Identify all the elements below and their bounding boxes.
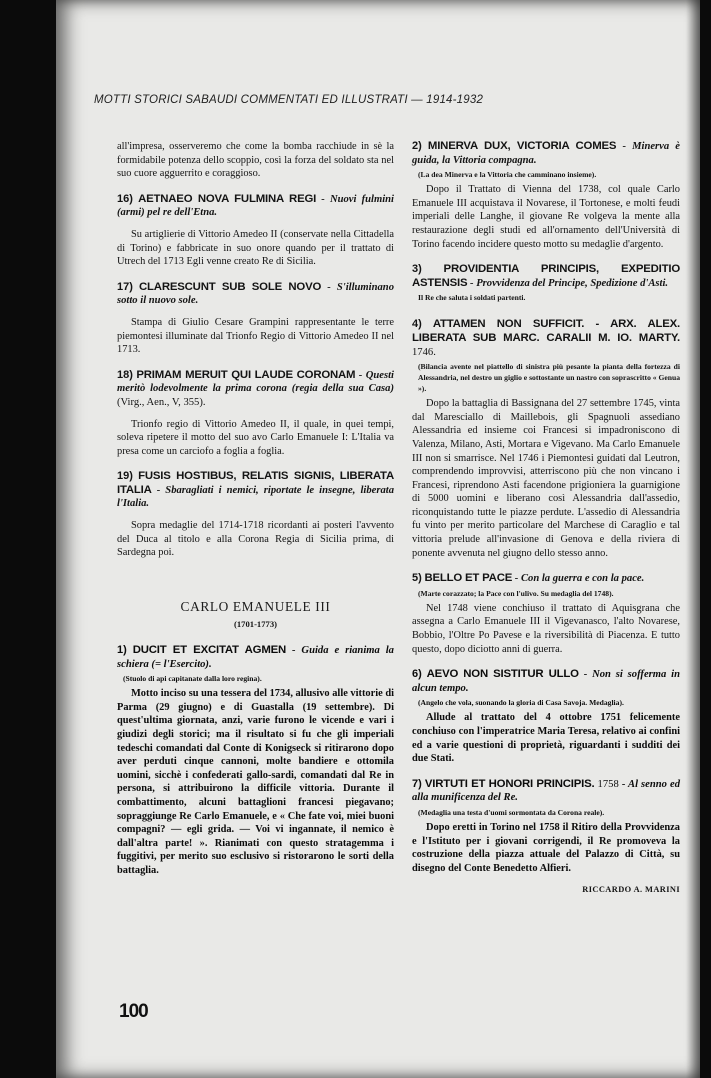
entry-title: 5) BELLO ET PACE - Con la guerra e con la pace. [412,572,645,585]
entry-3 [412,263,680,303]
entry-title: 18) PRIMAM MERUIT QUI LAUDE CORONAM - Questi meritò lodevolmente la prima corona (regia della sua Casa) (Virg., Aen., V, 355). [117,368,395,408]
entry-1 [117,644,394,878]
page-number: 100 [119,1001,148,1022]
entry-note: Il Re che saluta i soldati partenti. [418,293,526,303]
entry-5 [412,572,680,656]
entry-body: Nel 1748 viene conchiuso il trattato di Aquisgrana che assegna a Carlo Emanuele III il Vigevanasco, l'alto Novarese, Bobbio, l'Oltre Po Pavese e la riversibilità di Piacenza. E tutto questo, dopo diciotto anni di guerra. [412,602,680,655]
entry-title: 2) MINERVA DUX, VICTORIA COMES - Minerva è guida, la Vittoria compagna. [412,140,681,166]
entry-body: Dopo eretti in Torino nel 1758 il Ritiro della Provvidenza e l'Istituto per i giovani corrigendi, il Re promoveva la costruzione della piazza attuale del Palazzo di Città, su disegno del Conte Benedetto Alfieri. [412,821,680,874]
left-column [117,140,394,878]
entry-note: (Bilancia avente nel piattello di sinistra più pesante la pianta della fortezza di Alessandria, nel destro un giglio e sottostante un nastro con soprascritto « Genua »). [418,362,680,394]
entry-6 [412,668,680,766]
entry-body: Su artiglierie di Vittorio Amedeo II (conservate nella Cittadella di Torino) e fabbricate in suo onore quando per il trattato di Utrech del 1713 Egli venne creato Re di Sicilia. [117,228,394,268]
entry-body: Allude al trattato del 4 ottobre 1751 felicemente conchiuso con l'imperatrice Maria Teresa, relativo ai confini ed a varie questioni di proprietà, riguardanti i sudditi dei due Stati. [412,712,680,765]
entry-title: 19) FUSIS HOSTIBUS, RELATIS SIGNIS, LIBERATA ITALIA - Sbaragliati i nemici, riportate le insegne, liberata l'Italia. [117,470,394,510]
entry-7 [412,778,680,876]
entry-body: Dopo il Trattato di Vienna del 1738, col quale Carlo Emanuele III acquistava il Novarese, il Tortonese, e molti feudi imperiali delle Langhe, il giovane Re volgeva la mente alla restaurazione degli studi ed all'ornamento dell'Università di Torino facendo incidere questo motto su medaglie d'argento. [412,184,680,250]
entry-title: 7) VIRTUTI ET HONORI PRINCIPIS. 1758 - Al senno ed alla munificenza del Re. [412,777,681,804]
entry-body: Dopo la battaglia di Bassignana del 27 settembre 1745, vinta dal Maresciallo di Maillebois, gli Spagnuoli assediano Alessandria ed insieme coi Francesi si impadroniscono di Valenza, Milano, Asti, Mortara e Vigevano. Ma Carlo Emanuele III non si smarrisce. Nel 1746 i Piemontesi guidati dal Leutron, comprendendo improvvisi, atterriscono più che non vincano i Francesi, riprendono Asti facendone prigioniera la guarnigione di 5000 uomini e liberano così Alessandria dall'assedio, riconquistando tutte le piazze perdute. L'assedio di Alessandria fu vinto per merito particolare del Marchese di Caraglio e tal vittoria prelude all'invasione di Genova e della riviera di ponente avvenuta nel giugno dello stesso anno. [412,398,680,559]
entry-title: 16) AETNAEO NOVA FULMINA REGI - Nuovi fulmini (armi) pel re dell'Etna. [117,192,394,219]
entry-note: (Stuolo di api capitanate dalla loro regina). [123,674,262,684]
running-header: MOTTI STORICI SABAUDI COMMENTATI ED ILLUSTRATI — 1914-1932 [94,94,484,106]
entry-17 [117,281,394,357]
entry-body: Motto inciso su una tessera del 1734, allusivo alle vittorie di Parma (29 giugno) e di Guastalla (19 settembre). Di quest'ultima giornata, anzi, varie furono le vicende e vari i giudizi degli storici; ma il risultato si fu che gli imperiali tedeschi comandati dal Conte di Konigseck si ritirarono dopo aver perduti cinque cannoni, molte bandiere e ottomila uomini, sicchè i confederati gallo-sardi, comandati dal Re in persona, si attribuirono la difficile vittoria. Durante il combattimento, alcuni battaglioni francesi piegavano; sopraggiunge Re Carlo Emanuele, e « Che fate voi, miei buoni compagni? — egli grida. — Voi vi ingannate, il nemico è dall'altra parte! ». Rianimati con questo stratagemma i fuggitivi, per merito suo esclusivo si ristorarono le sorti della battaglia. [117,688,394,876]
entry-note: (La dea Minerva e la Vittoria che camminano insieme). [418,170,597,180]
entry-2 [412,140,680,251]
book-page [56,0,700,1078]
entry-body: Sopra medaglie del 1714-1718 ricordanti ai posteri l'avvento del Duca al titolo e alla Corona Regia di Sicilia prima, di Sardegna poi. [117,520,394,559]
entry-title: 3) PROVIDENTIA PRINCIPIS, EXPEDITIO ASTENSIS - Provvidenza del Principe, Spedizione d'Asti. [412,263,680,289]
page-edge-shadow [686,0,700,1078]
author-signature: RICCARDO A. MARINI [582,885,680,895]
entry-body: Trionfo regio di Vittorio Amedeo II, il quale, in quei tempi, soleva ripetere il motto del suo avo Carlo Emanuele I: L'Italia va presa come un carciofo a foglia a foglia. [117,418,394,457]
entry-note: (Angelo che vola, suonando la gloria di Casa Savoja. Medaglia). [418,698,624,708]
intro-paragraph: all'impresa, osserveremo che come la bomba racchiude in sè la formidabile potenza dello scoppio, così la forza del soldato sta nel suo cuore agguerrito e coraggioso. [117,141,394,180]
right-column [412,140,680,897]
entry-title: 17) CLARESCUNT SUB SOLE NOVO - S'illuminano sotto il nuovo sole. [117,280,394,307]
section-heading: CARLO EMANUELE III [180,598,331,614]
entry-19 [117,470,394,560]
entry-4 [412,318,680,560]
entry-18 [117,369,394,459]
entry-title: 6) AEVO NON SISTITUR ULLO - Non si sofferma in alcun tempo. [412,668,680,694]
entry-note: (Marte corazzato; la Pace con l'ulivo. Su medaglia del 1748). [418,588,614,598]
section-dates: (1701-1773) [234,619,277,630]
entry-body: Stampa di Giulio Cesare Grampini rappresentante le terre piemontesi illuminate dal Trionfo Regio di Vittorio Amedeo II nel 1713. [117,316,394,356]
entry-note: (Medaglia una testa d'uomi sormontata da Corona reale). [418,807,605,817]
entry-title: 1) DUCIT ET EXCITAT AGMEN - Guida e rianima la schiera (= l'Esercito). [117,644,394,670]
entry-16 [117,193,394,269]
entry-title: 4) ATTAMEN NON SUFFICIT. - ARX. ALEX. LIBERATA SUB MARC. CARALII M. IO. MARTY. 1746. [412,318,680,358]
